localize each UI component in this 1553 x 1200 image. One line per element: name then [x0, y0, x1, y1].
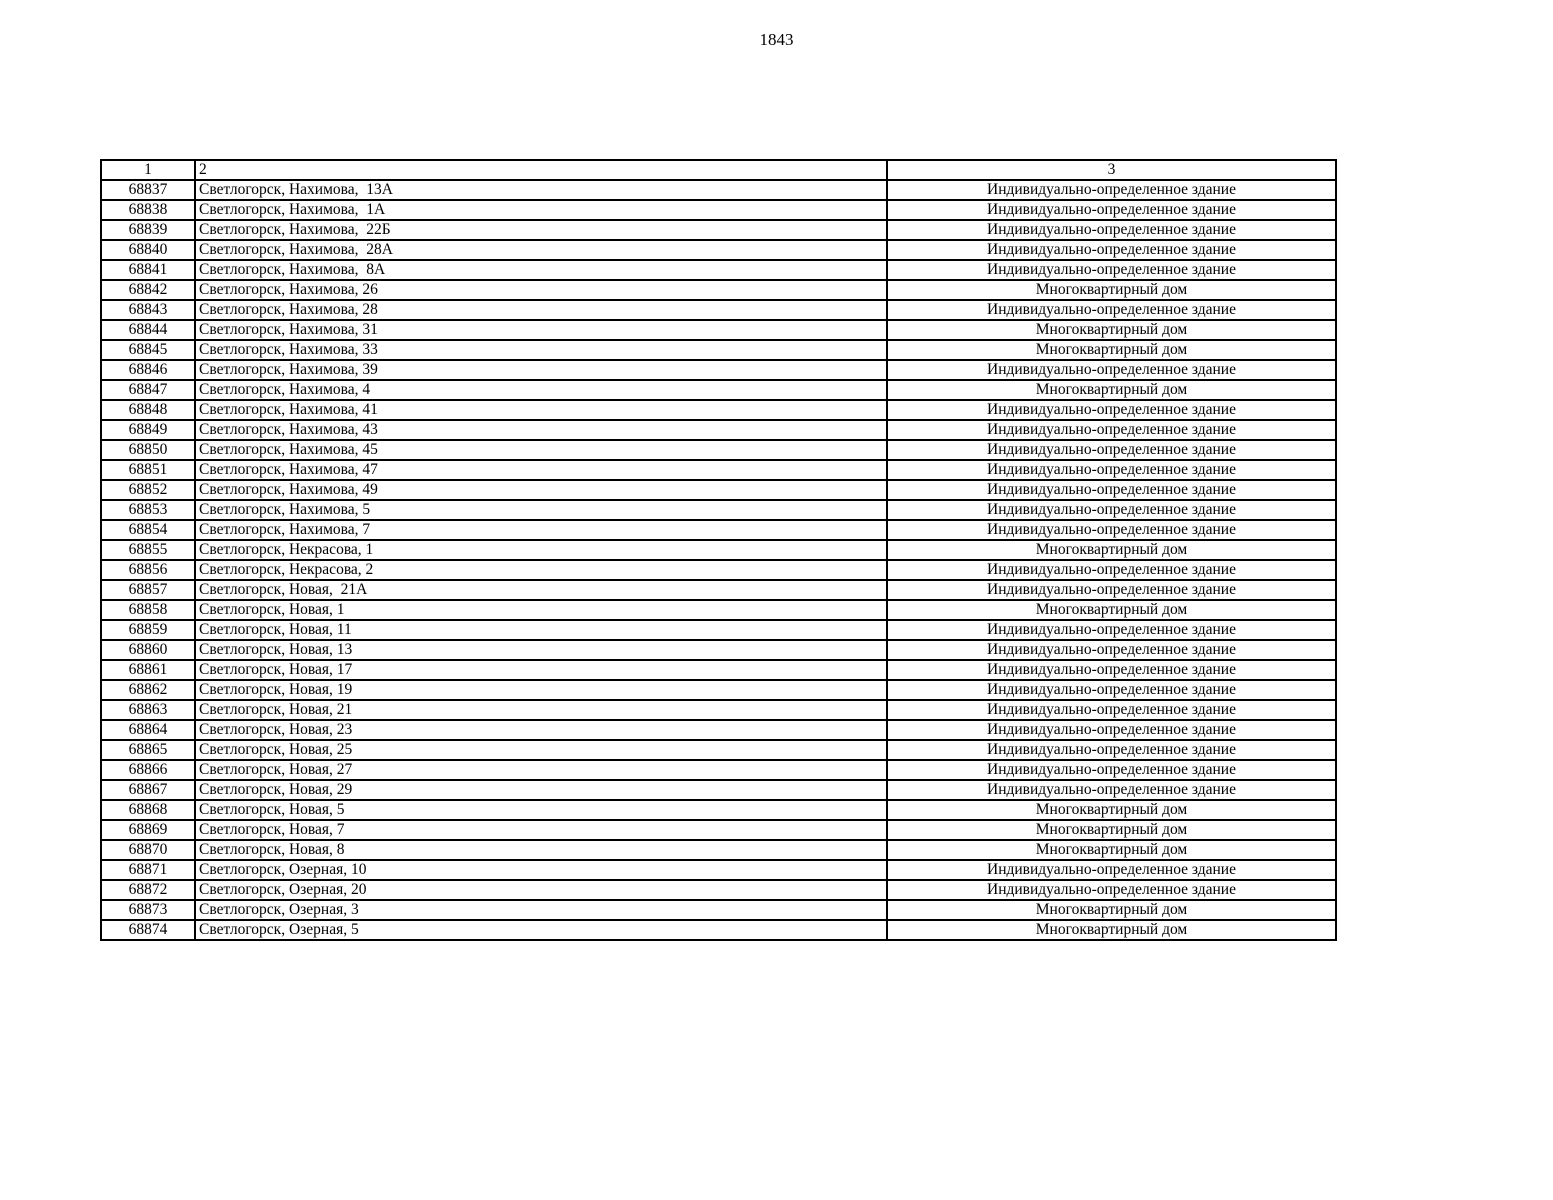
table-row [101, 700, 1336, 720]
cell-type: Индивидуально-определенное здание [887, 480, 1336, 500]
cell-number: 68867 [101, 780, 195, 800]
table-row [101, 380, 1336, 400]
cell-number: 68852 [101, 480, 195, 500]
cell-type: Индивидуально-определенное здание [887, 460, 1336, 480]
cell-address: Светлогорск, Новая, 8 [195, 840, 887, 860]
cell-type: Индивидуально-определенное здание [887, 620, 1336, 640]
table-row [101, 580, 1336, 600]
cell-type: Многоквартирный дом [887, 600, 1336, 620]
cell-address: Светлогорск, Новая, 19 [195, 680, 887, 700]
cell-type: Индивидуально-определенное здание [887, 520, 1336, 540]
cell-address: Светлогорск, Нахимова, 33 [195, 340, 887, 360]
registry-table [100, 159, 1337, 941]
cell-number: 68840 [101, 240, 195, 260]
table-row [101, 520, 1336, 540]
cell-type: Индивидуально-определенное здание [887, 580, 1336, 600]
cell-number: 68860 [101, 640, 195, 660]
cell-type: Многоквартирный дом [887, 920, 1336, 940]
table-row [101, 460, 1336, 480]
cell-type: Многоквартирный дом [887, 380, 1336, 400]
cell-type: Индивидуально-определенное здание [887, 760, 1336, 780]
cell-number: 68870 [101, 840, 195, 860]
cell-number: 68859 [101, 620, 195, 640]
column-header-2: 2 [195, 160, 887, 180]
cell-number: 68841 [101, 260, 195, 280]
cell-address: Светлогорск, Озерная, 10 [195, 860, 887, 880]
table-row [101, 720, 1336, 740]
table-row [101, 300, 1336, 320]
cell-address: Светлогорск, Озерная, 20 [195, 880, 887, 900]
cell-type: Индивидуально-определенное здание [887, 560, 1336, 580]
cell-type: Индивидуально-определенное здание [887, 360, 1336, 380]
cell-number: 68849 [101, 420, 195, 440]
table-row [101, 240, 1336, 260]
table-row [101, 500, 1336, 520]
cell-address: Светлогорск, Новая, 17 [195, 660, 887, 680]
table-row [101, 540, 1336, 560]
cell-number: 68854 [101, 520, 195, 540]
cell-number: 68858 [101, 600, 195, 620]
cell-address: Светлогорск, Нахимова, 1А [195, 200, 887, 220]
cell-address: Светлогорск, Нахимова, 39 [195, 360, 887, 380]
cell-type: Индивидуально-определенное здание [887, 240, 1336, 260]
cell-type: Индивидуально-определенное здание [887, 740, 1336, 760]
cell-type: Индивидуально-определенное здание [887, 880, 1336, 900]
header-row [101, 160, 1336, 180]
table-row [101, 660, 1336, 680]
cell-type: Индивидуально-определенное здание [887, 220, 1336, 240]
table-row [101, 760, 1336, 780]
cell-number: 68850 [101, 440, 195, 460]
cell-address: Светлогорск, Нахимова, 43 [195, 420, 887, 440]
cell-number: 68839 [101, 220, 195, 240]
table-row [101, 800, 1336, 820]
cell-type: Индивидуально-определенное здание [887, 660, 1336, 680]
table-row [101, 180, 1336, 200]
cell-type: Многоквартирный дом [887, 840, 1336, 860]
cell-address: Светлогорск, Некрасова, 1 [195, 540, 887, 560]
cell-number: 68873 [101, 900, 195, 920]
cell-address: Светлогорск, Новая, 21А [195, 580, 887, 600]
table-body [101, 180, 1336, 940]
cell-number: 68855 [101, 540, 195, 560]
cell-address: Светлогорск, Нахимова, 28А [195, 240, 887, 260]
table-row [101, 740, 1336, 760]
table-row [101, 900, 1336, 920]
cell-address: Светлогорск, Нахимова, 22Б [195, 220, 887, 240]
cell-address: Светлогорск, Нахимова, 28 [195, 300, 887, 320]
cell-type: Многоквартирный дом [887, 800, 1336, 820]
table-row [101, 780, 1336, 800]
cell-number: 68837 [101, 180, 195, 200]
table-row [101, 200, 1336, 220]
cell-number: 68847 [101, 380, 195, 400]
column-header-1: 1 [101, 160, 195, 180]
cell-type: Многоквартирный дом [887, 340, 1336, 360]
cell-number: 68868 [101, 800, 195, 820]
cell-address: Светлогорск, Нахимова, 26 [195, 280, 887, 300]
cell-type: Многоквартирный дом [887, 820, 1336, 840]
table-row [101, 860, 1336, 880]
column-header-3: 3 [887, 160, 1336, 180]
table-row [101, 820, 1336, 840]
cell-type: Индивидуально-определенное здание [887, 640, 1336, 660]
table-row [101, 440, 1336, 460]
cell-address: Светлогорск, Озерная, 3 [195, 900, 887, 920]
cell-type: Многоквартирный дом [887, 540, 1336, 560]
table-row [101, 320, 1336, 340]
table-row [101, 840, 1336, 860]
table-row [101, 640, 1336, 660]
cell-number: 68851 [101, 460, 195, 480]
cell-number: 68843 [101, 300, 195, 320]
cell-address: Светлогорск, Нахимова, 49 [195, 480, 887, 500]
table-row [101, 920, 1336, 940]
cell-type: Индивидуально-определенное здание [887, 700, 1336, 720]
cell-number: 68862 [101, 680, 195, 700]
cell-address: Светлогорск, Новая, 27 [195, 760, 887, 780]
cell-address: Светлогорск, Новая, 1 [195, 600, 887, 620]
cell-type: Индивидуально-определенное здание [887, 440, 1336, 460]
cell-address: Светлогорск, Нахимова, 47 [195, 460, 887, 480]
cell-number: 68869 [101, 820, 195, 840]
page-number: 1843 [759, 30, 794, 49]
table-row [101, 620, 1336, 640]
table-row [101, 600, 1336, 620]
cell-number: 68848 [101, 400, 195, 420]
cell-type: Индивидуально-определенное здание [887, 680, 1336, 700]
table-row [101, 220, 1336, 240]
cell-address: Светлогорск, Нахимова, 41 [195, 400, 887, 420]
table-row [101, 340, 1336, 360]
table-row [101, 400, 1336, 420]
cell-type: Индивидуально-определенное здание [887, 720, 1336, 740]
cell-address: Светлогорск, Новая, 13 [195, 640, 887, 660]
cell-address: Светлогорск, Новая, 23 [195, 720, 887, 740]
cell-address: Светлогорск, Нахимова, 31 [195, 320, 887, 340]
cell-address: Светлогорск, Нахимова, 45 [195, 440, 887, 460]
cell-number: 68863 [101, 700, 195, 720]
cell-type: Индивидуально-определенное здание [887, 200, 1336, 220]
cell-number: 68857 [101, 580, 195, 600]
cell-type: Индивидуально-определенное здание [887, 300, 1336, 320]
cell-number: 68856 [101, 560, 195, 580]
cell-type: Индивидуально-определенное здание [887, 400, 1336, 420]
cell-type: Многоквартирный дом [887, 900, 1336, 920]
table-row [101, 680, 1336, 700]
cell-type: Индивидуально-определенное здание [887, 860, 1336, 880]
cell-number: 68872 [101, 880, 195, 900]
cell-address: Светлогорск, Нахимова, 4 [195, 380, 887, 400]
table-row [101, 280, 1336, 300]
cell-type: Индивидуально-определенное здание [887, 780, 1336, 800]
cell-address: Светлогорск, Нахимова, 7 [195, 520, 887, 540]
cell-number: 68846 [101, 360, 195, 380]
table-row [101, 480, 1336, 500]
cell-address: Светлогорск, Новая, 7 [195, 820, 887, 840]
table-row [101, 420, 1336, 440]
cell-type: Индивидуально-определенное здание [887, 260, 1336, 280]
cell-address: Светлогорск, Новая, 29 [195, 780, 887, 800]
cell-number: 68853 [101, 500, 195, 520]
cell-number: 68845 [101, 340, 195, 360]
cell-number: 68864 [101, 720, 195, 740]
table-row [101, 880, 1336, 900]
cell-number: 68865 [101, 740, 195, 760]
cell-address: Светлогорск, Озерная, 5 [195, 920, 887, 940]
table-row [101, 360, 1336, 380]
table-header [101, 160, 1336, 180]
cell-number: 68844 [101, 320, 195, 340]
cell-number: 68842 [101, 280, 195, 300]
cell-address: Светлогорск, Новая, 11 [195, 620, 887, 640]
cell-number: 68871 [101, 860, 195, 880]
cell-number: 68838 [101, 200, 195, 220]
cell-address: Светлогорск, Нахимова, 5 [195, 500, 887, 520]
cell-address: Светлогорск, Новая, 21 [195, 700, 887, 720]
cell-type: Индивидуально-определенное здание [887, 420, 1336, 440]
table-row [101, 260, 1336, 280]
cell-address: Светлогорск, Некрасова, 2 [195, 560, 887, 580]
cell-type: Индивидуально-определенное здание [887, 500, 1336, 520]
cell-type: Индивидуально-определенное здание [887, 180, 1336, 200]
cell-address: Светлогорск, Новая, 25 [195, 740, 887, 760]
table-row [101, 560, 1336, 580]
cell-type: Многоквартирный дом [887, 280, 1336, 300]
cell-type: Многоквартирный дом [887, 320, 1336, 340]
cell-address: Светлогорск, Нахимова, 8А [195, 260, 887, 280]
cell-address: Светлогорск, Новая, 5 [195, 800, 887, 820]
cell-number: 68874 [101, 920, 195, 940]
cell-number: 68861 [101, 660, 195, 680]
cell-number: 68866 [101, 760, 195, 780]
cell-address: Светлогорск, Нахимова, 13А [195, 180, 887, 200]
